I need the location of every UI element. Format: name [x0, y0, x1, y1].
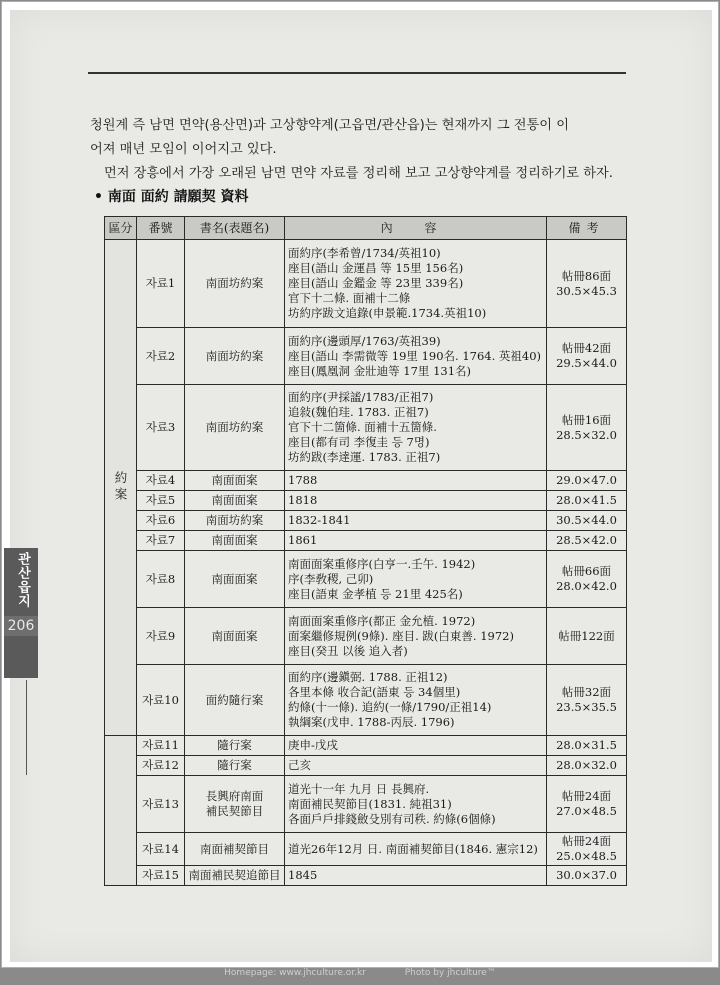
number-cell: 자료14 — [137, 833, 185, 866]
content-cell-line: 1788 — [288, 473, 318, 487]
number-cell: 자료8 — [137, 551, 185, 608]
remarks-cell — [547, 866, 627, 886]
content-cell-line: 南面補民契節目(1831. 純祖31) — [288, 796, 452, 811]
table-row — [105, 665, 627, 736]
title-cell-line: 南面坊約案 — [205, 276, 264, 290]
content-cell-line: 南面面案重修序(白亨一.壬午. 1942) — [288, 556, 476, 571]
category-label: 約案 — [113, 471, 128, 504]
content-cell-line: 官下十二條. 面補十二條 — [288, 291, 411, 305]
content-cell-line: 1845 — [288, 868, 318, 882]
number-cell: 자료13 — [137, 776, 185, 833]
content-cell-line: 坊約序跋文追錄(申景範.1734.英祖10) — [288, 306, 487, 320]
number-cell: 자료12 — [137, 756, 185, 776]
paragraph-line-1: 청원계 즉 남면 면약(용산면)과 고상향약계(고읍면/관산읍)는 현재까지 그 전통이 이 — [90, 118, 569, 133]
table-row — [105, 531, 627, 551]
content-cell-line: 面案繼修規例(9條). 座目. 跋(白東善. 1972) — [288, 628, 514, 643]
content-cell — [285, 511, 547, 531]
remarks-cell — [547, 471, 627, 491]
content-cell-line: 座目(鳳凰洞 金壯迪等 17里 131名) — [288, 363, 472, 378]
side-tab-title: 관산읍지 — [15, 552, 30, 608]
side-tab — [4, 548, 38, 678]
title-cell — [185, 833, 285, 866]
content-cell-line: 面約序(李希曾/1734/英祖10) — [288, 246, 441, 260]
title-cell-line: 南面面案 — [211, 533, 258, 547]
title-cell — [185, 491, 285, 511]
remarks-cell-line: 28.0×32.0 — [556, 758, 617, 772]
content-cell-line: 道光26年12月 日. 南面補契節目(1846. 憲宗12) — [288, 841, 538, 856]
content-cell — [285, 833, 547, 866]
number-cell: 자료9 — [137, 608, 185, 665]
title-cell — [185, 776, 285, 833]
remarks-cell-line: 帖冊24面 — [561, 834, 612, 848]
remarks-cell-line: 25.0×48.5 — [556, 849, 617, 863]
content-cell — [285, 491, 547, 511]
title-cell — [185, 471, 285, 491]
remarks-cell-line: 28.0×31.5 — [556, 738, 617, 752]
remarks-cell-line: 28.0×41.5 — [556, 493, 617, 507]
table-row — [105, 833, 627, 866]
content-cell-line: 座目(癸丑 以後 追入者) — [288, 643, 408, 658]
number-cell: 자료5 — [137, 491, 185, 511]
remarks-cell — [547, 240, 627, 328]
number-cell: 자료3 — [137, 385, 185, 471]
title-cell-line: 補民契節目 — [205, 804, 264, 818]
remarks-cell — [547, 665, 627, 736]
content-cell-line: 1818 — [288, 493, 318, 507]
content-cell-line: 道光十一年 九月 日 長興府. — [288, 781, 430, 796]
content-cell — [285, 736, 547, 756]
table-row — [105, 551, 627, 608]
category-cell — [105, 240, 137, 736]
number-cell: 자료15 — [137, 866, 185, 886]
content-cell-line: 約條(十一條). 追約(一條/1790/正祖14) — [288, 700, 492, 714]
table-row — [105, 756, 627, 776]
section-title: • 南面 面約 請願契 資料 — [94, 189, 249, 205]
title-cell-line: 南面坊約案 — [205, 420, 264, 434]
table-header-row — [105, 217, 627, 240]
title-cell — [185, 240, 285, 328]
footer — [0, 968, 720, 978]
number-cell: 자료7 — [137, 531, 185, 551]
table-row — [105, 385, 627, 471]
page-number: 206 — [4, 616, 38, 636]
content-cell-line: 面約序(邊頭厚/1763/英祖39) — [288, 333, 441, 348]
number-cell: 자료1 — [137, 240, 185, 328]
remarks-cell — [547, 608, 627, 665]
remarks-cell-line: 29.5×44.0 — [556, 356, 617, 370]
remarks-cell-line: 30.5×44.0 — [556, 513, 617, 527]
title-cell-line: 南面面案 — [211, 493, 258, 507]
header-remarks: 備考 — [547, 217, 627, 240]
header-number: 番號 — [137, 217, 185, 240]
title-cell-line: 南面面案 — [211, 571, 258, 586]
remarks-cell-line: 帖冊42面 — [561, 341, 612, 355]
title-cell-line: 長興府南面 — [205, 789, 264, 803]
remarks-cell-line: 28.5×32.0 — [556, 427, 617, 442]
number-cell: 자료2 — [137, 328, 185, 385]
title-cell-line: 南面面案 — [211, 628, 258, 643]
header-content: 內 容 — [285, 217, 547, 240]
content-cell-line: 執綱案(戊申. 1788-丙辰. 1796) — [288, 715, 455, 729]
number-cell: 자료6 — [137, 511, 185, 531]
content-cell-line: 庚申-戊戌 — [288, 738, 338, 752]
title-cell — [185, 665, 285, 736]
content-cell — [285, 756, 547, 776]
content-cell — [285, 328, 547, 385]
content-cell — [285, 866, 547, 886]
title-cell-line: 南面補契節目 — [200, 841, 269, 856]
table-row — [105, 491, 627, 511]
remarks-cell-line: 帖冊66面 — [561, 564, 612, 578]
content-cell-line: 面約序(邊鎭弼. 1788. 正祖12) — [288, 670, 448, 684]
content-cell-line: 各面戶戶排錢斂殳別有司秩. 約條(6個條) — [288, 811, 496, 826]
content-cell-line: 坊約跋(李達運. 1783. 正祖7) — [288, 450, 441, 464]
content-cell — [285, 608, 547, 665]
content-cell — [285, 665, 547, 736]
content-cell-line: 己亥 — [288, 758, 311, 772]
remarks-cell — [547, 531, 627, 551]
paragraph-line-3: 먼저 장흥에서 가장 오래된 남면 면약 자료를 정리해 보고 고상향약계를 정리하기로 하자. — [104, 166, 613, 181]
table-row — [105, 866, 627, 886]
title-cell — [185, 736, 285, 756]
title-cell-line: 南面坊約案 — [205, 513, 264, 527]
table-row — [105, 328, 627, 385]
table-row — [105, 736, 627, 756]
content-cell-line: 各里本條 收合記(語東 등 34個里) — [288, 685, 461, 699]
content-cell — [285, 240, 547, 328]
remarks-cell — [547, 756, 627, 776]
remarks-cell-line: 28.5×42.0 — [556, 533, 617, 547]
remarks-cell-line: 帖冊122面 — [558, 628, 615, 643]
content-cell-line: 1832-1841 — [288, 513, 351, 527]
remarks-cell — [547, 833, 627, 866]
number-cell: 자료10 — [137, 665, 185, 736]
remarks-cell-line: 27.0×48.5 — [556, 804, 617, 818]
remarks-cell — [547, 736, 627, 756]
content-cell-line: 面約序(尹採謐/1783/正祖7) — [288, 390, 434, 404]
remarks-cell — [547, 511, 627, 531]
table-row — [105, 776, 627, 833]
table-body — [105, 240, 627, 886]
paragraph-line-2: 어져 매년 모임이 이어지고 있다. — [90, 142, 277, 157]
side-rule — [26, 680, 27, 775]
content-cell — [285, 531, 547, 551]
content-cell-line: 座目(語山 李需微等 19里 190名. 1764. 英祖40) — [288, 348, 542, 363]
title-cell-line: 面約隨行案 — [205, 692, 264, 707]
remarks-cell-line: 29.0×47.0 — [556, 473, 617, 487]
remarks-cell — [547, 551, 627, 608]
content-cell-line: 座目(語山 金鑑金 等 23里 339名) — [288, 276, 464, 290]
title-cell — [185, 756, 285, 776]
title-cell — [185, 608, 285, 665]
remarks-cell — [547, 491, 627, 511]
remarks-cell — [547, 328, 627, 385]
table-row — [105, 511, 627, 531]
footer-homepage: Homepage: www.jhculture.or.kr — [224, 968, 366, 978]
title-cell-line: 南面面案 — [211, 473, 258, 487]
title-cell — [185, 531, 285, 551]
content-cell-line: 官下十二箇條. 面補十五箇條. — [288, 420, 437, 434]
remarks-cell-line: 30.0×37.0 — [556, 868, 617, 882]
table-row — [105, 608, 627, 665]
content-cell — [285, 776, 547, 833]
content-cell-line: 追敍(魏伯珪. 1783. 正祖7) — [288, 405, 429, 419]
records-table — [104, 216, 627, 886]
content-cell-line: 座目(都有司 李復圭 등 7명) — [288, 435, 430, 449]
content-cell-line: 南面面案重修序(都正 金允植. 1972) — [288, 613, 476, 628]
content-cell-line: 1861 — [288, 533, 318, 547]
content-cell — [285, 385, 547, 471]
title-cell-line: 南面補民契追節目 — [188, 868, 281, 882]
table-row — [105, 471, 627, 491]
remarks-cell — [547, 385, 627, 471]
title-cell — [185, 866, 285, 886]
remarks-cell — [547, 776, 627, 833]
title-cell-line: 南面坊約案 — [205, 348, 264, 363]
title-cell — [185, 511, 285, 531]
title-cell — [185, 551, 285, 608]
content-cell — [285, 471, 547, 491]
remarks-cell-line: 帖冊16面 — [561, 412, 612, 427]
remarks-cell-line: 30.5×45.3 — [556, 283, 617, 298]
title-cell — [185, 328, 285, 385]
table-row — [105, 240, 627, 328]
remarks-cell-line: 帖冊32面 — [561, 685, 612, 699]
remarks-cell-line: 28.0×42.0 — [556, 579, 617, 593]
number-cell: 자료11 — [137, 736, 185, 756]
title-cell — [185, 385, 285, 471]
remarks-cell-line: 23.5×35.5 — [556, 700, 617, 714]
footer-photo-credit: Photo by jhculture™ — [404, 968, 496, 978]
remarks-cell-line: 帖冊24面 — [561, 789, 612, 803]
remarks-cell-line: 帖冊86面 — [561, 268, 612, 283]
content-cell — [285, 551, 547, 608]
number-cell: 자료4 — [137, 471, 185, 491]
content-cell-line: 序(李敎稷, 己卯) — [288, 571, 374, 586]
content-cell-line: 座目(語山 金運昌 等 15里 156名) — [288, 261, 464, 275]
category-cell-empty — [105, 736, 137, 886]
title-cell-line: 隨行案 — [217, 758, 252, 772]
title-cell-line: 隨行案 — [217, 738, 252, 752]
content-cell-line: 座目(語東 金孝植 등 21里 425名) — [288, 586, 463, 601]
header-rule — [88, 72, 626, 74]
header-title: 書名(表題名) — [185, 217, 285, 240]
header-category: 區分 — [105, 217, 137, 240]
